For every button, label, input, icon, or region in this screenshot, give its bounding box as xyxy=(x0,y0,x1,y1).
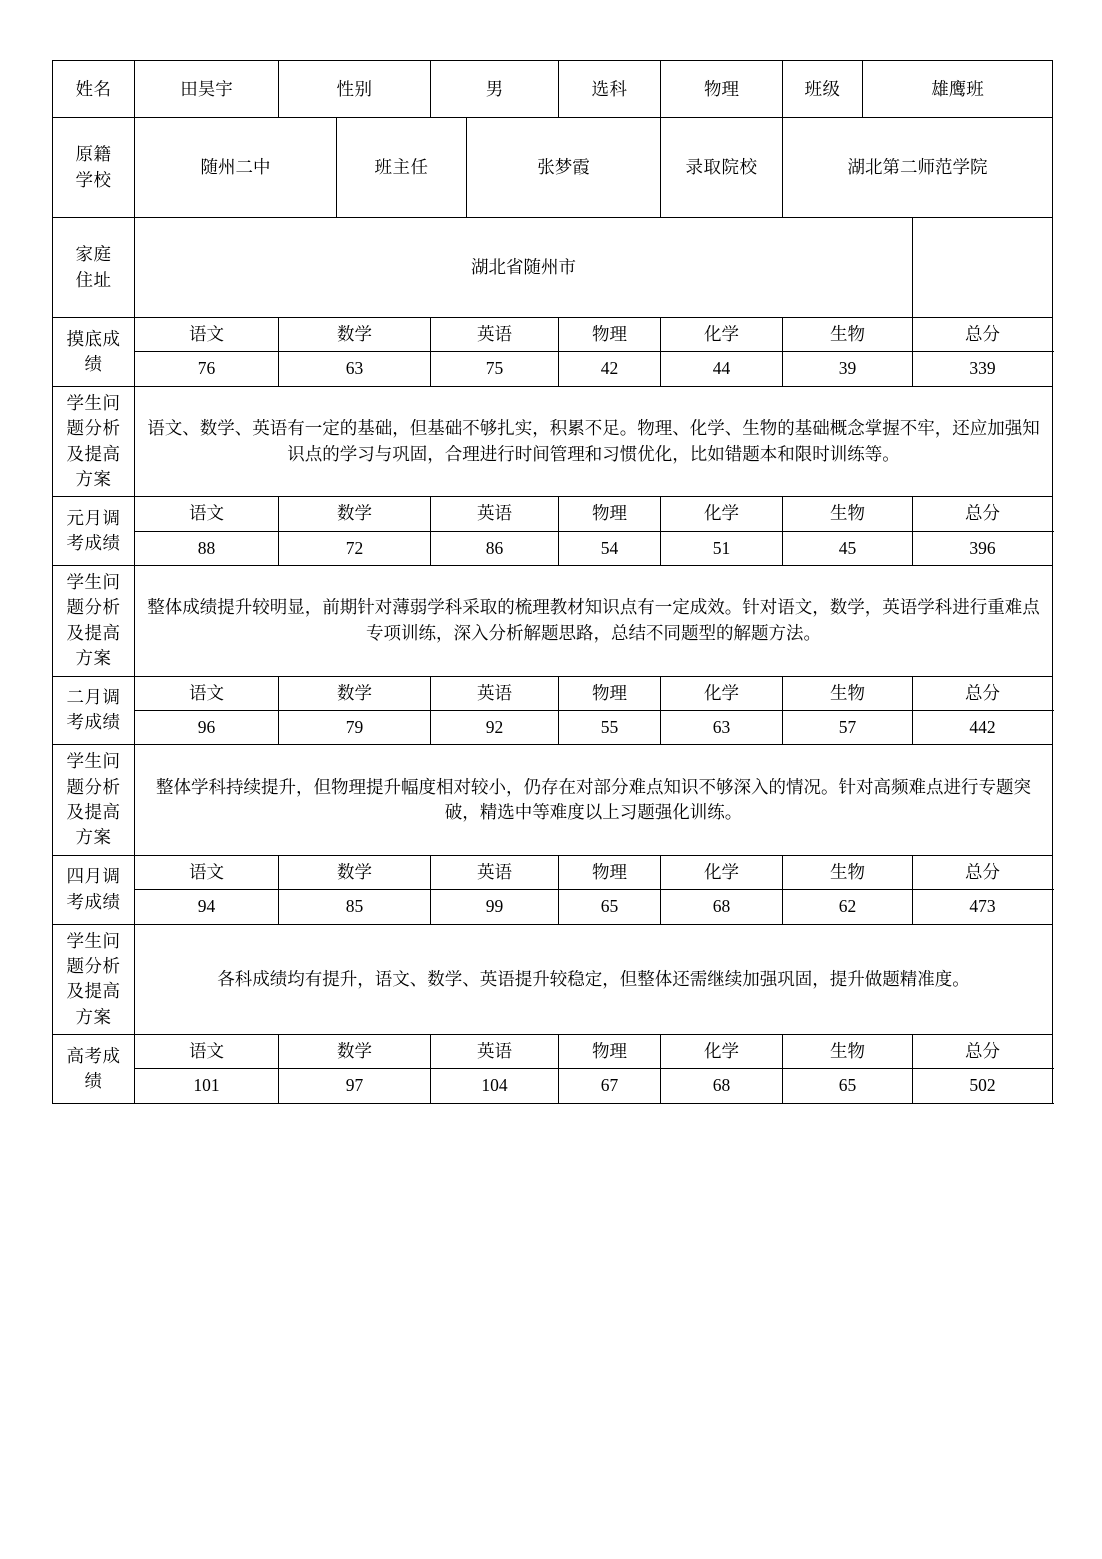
subject-header-chinese: 语文 xyxy=(135,497,279,531)
subject-header-math: 数学 xyxy=(279,676,431,710)
analysis-label-line1: 学生问 xyxy=(66,572,121,592)
student-record-table xyxy=(52,60,1053,1104)
exam-label-february xyxy=(53,676,135,745)
table-row xyxy=(53,352,1053,386)
exam-label-line2: 绩 xyxy=(84,1070,103,1091)
score-chemistry: 68 xyxy=(661,1069,783,1103)
exam-label-line1: 元月调 xyxy=(66,507,121,528)
exam-label-line2: 考成绩 xyxy=(66,712,121,733)
score-total: 396 xyxy=(913,531,1053,565)
subject-header-chemistry: 化学 xyxy=(661,1035,783,1069)
score-chemistry: 51 xyxy=(661,531,783,565)
subject-header-total: 总分 xyxy=(913,676,1053,710)
analysis-label-line3: 及提高 xyxy=(66,622,121,643)
subject-header-total: 总分 xyxy=(913,855,1053,889)
exam-label-line1: 二月调 xyxy=(66,687,121,707)
analysis-label-line4: 方案 xyxy=(75,648,112,669)
score-english: 75 xyxy=(431,352,559,386)
subject-header-total: 总分 xyxy=(913,1035,1053,1069)
table-row xyxy=(53,1035,1053,1069)
name-value: 田昊宇 xyxy=(135,61,279,118)
table-row xyxy=(53,710,1053,744)
analysis-label xyxy=(53,924,135,1035)
table-row xyxy=(53,676,1053,710)
score-english: 104 xyxy=(431,1069,559,1103)
subject-header-chinese: 语文 xyxy=(135,1035,279,1069)
subject-header-physics: 物理 xyxy=(559,318,661,352)
exam-label-line1: 高考成 xyxy=(66,1045,121,1066)
table-row xyxy=(53,1069,1053,1103)
score-physics: 42 xyxy=(559,352,661,386)
analysis-label-line1: 学生问 xyxy=(66,751,121,772)
score-math: 72 xyxy=(279,531,431,565)
analysis-label-line2: 题分析 xyxy=(66,776,121,797)
subject-header-english: 英语 xyxy=(431,1035,559,1069)
exam-label-line2: 绩 xyxy=(84,353,103,374)
analysis-label xyxy=(53,386,135,497)
score-math: 85 xyxy=(279,890,431,924)
score-physics: 65 xyxy=(559,890,661,924)
exam-label-baseline xyxy=(53,318,135,387)
score-english: 99 xyxy=(431,890,559,924)
score-biology: 39 xyxy=(783,352,913,386)
head-teacher-label: 班主任 xyxy=(337,118,467,218)
subject-header-chinese: 语文 xyxy=(135,676,279,710)
analysis-label-line2: 题分析 xyxy=(66,418,121,439)
score-chinese: 76 xyxy=(135,352,279,386)
analysis-text: 整体成绩提升较明显，前期针对薄弱学科采取的梳理教材知识点有一定成效。针对语文，数学，英语学科进行重难点专项训练，深入分析解题思路，总结不同题型的解题方法。 xyxy=(135,566,1053,677)
admitted-college-label: 录取院校 xyxy=(661,118,783,218)
subject-header-english: 英语 xyxy=(431,318,559,352)
score-biology: 65 xyxy=(783,1069,913,1103)
subject-header-chinese: 语文 xyxy=(135,318,279,352)
subject-header-physics: 物理 xyxy=(559,1035,661,1069)
subject-header-biology: 生物 xyxy=(783,497,913,531)
analysis-label xyxy=(53,566,135,677)
admitted-college-value: 湖北第二师范学院 xyxy=(783,118,1053,218)
origin-school-value: 随州二中 xyxy=(135,118,337,218)
analysis-label-line3: 及提高 xyxy=(66,981,121,1002)
table-row xyxy=(53,61,1053,118)
subject-header-physics: 物理 xyxy=(559,855,661,889)
score-chemistry: 63 xyxy=(661,710,783,744)
home-address-value: 湖北省随州市 xyxy=(135,218,913,318)
score-chinese: 88 xyxy=(135,531,279,565)
table-row xyxy=(53,745,1053,856)
table-row xyxy=(53,531,1053,565)
table-row xyxy=(53,118,1053,218)
exam-label-gaokao xyxy=(53,1035,135,1104)
subject-header-chemistry: 化学 xyxy=(661,497,783,531)
score-chinese: 101 xyxy=(135,1069,279,1103)
analysis-label-line1: 学生问 xyxy=(66,392,121,413)
score-total: 502 xyxy=(913,1069,1053,1103)
subject-header-total: 总分 xyxy=(913,318,1053,352)
score-english: 92 xyxy=(431,710,559,744)
score-total: 442 xyxy=(913,710,1053,744)
exam-label-line1: 四月调 xyxy=(66,866,121,887)
subject-header-total: 总分 xyxy=(913,497,1053,531)
score-physics: 54 xyxy=(559,531,661,565)
class-label: 班级 xyxy=(783,61,863,118)
analysis-text: 语文、数学、英语有一定的基础，但基础不够扎实，积累不足。物理、化学、生物的基础概念掌握不牢，还应加强知识点的学习与巩固，合理进行时间管理和习惯优化，比如错题本和限时训练等。 xyxy=(135,386,1053,497)
subject-header-biology: 生物 xyxy=(783,855,913,889)
subject-choice-value: 物理 xyxy=(661,61,783,118)
gender-label: 性别 xyxy=(279,61,431,118)
home-address-label xyxy=(53,218,135,318)
table-row xyxy=(53,318,1053,352)
score-biology: 57 xyxy=(783,710,913,744)
table-row xyxy=(53,924,1053,1035)
origin-school-label-line1: 原籍 xyxy=(75,144,112,165)
subject-header-biology: 生物 xyxy=(783,318,913,352)
score-chinese: 94 xyxy=(135,890,279,924)
table-row xyxy=(53,218,1053,318)
exam-label-line2: 考成绩 xyxy=(66,533,121,554)
score-total: 473 xyxy=(913,890,1053,924)
subject-header-math: 数学 xyxy=(279,855,431,889)
analysis-label xyxy=(53,745,135,856)
class-value: 雄鹰班 xyxy=(863,61,1053,118)
score-math: 79 xyxy=(279,710,431,744)
head-teacher-value: 张梦霞 xyxy=(467,118,661,218)
subject-header-biology: 生物 xyxy=(783,676,913,710)
analysis-label-line1: 学生问 xyxy=(66,930,121,951)
gender-value: 男 xyxy=(431,61,559,118)
table-row xyxy=(53,855,1053,889)
analysis-label-line4: 方案 xyxy=(75,468,112,489)
origin-school-label-line2: 学校 xyxy=(75,169,112,190)
analysis-label-line4: 方案 xyxy=(75,827,112,848)
subject-header-math: 数学 xyxy=(279,318,431,352)
score-chemistry: 68 xyxy=(661,890,783,924)
score-math: 97 xyxy=(279,1069,431,1103)
subject-header-english: 英语 xyxy=(431,676,559,710)
analysis-text: 整体学科持续提升，但物理提升幅度相对较小，仍存在对部分难点知识不够深入的情况。针对高频难点进行专题突破，精选中等难度以上习题强化训练。 xyxy=(135,745,1053,856)
score-chemistry: 44 xyxy=(661,352,783,386)
score-math: 63 xyxy=(279,352,431,386)
score-physics: 67 xyxy=(559,1069,661,1103)
subject-header-math: 数学 xyxy=(279,1035,431,1069)
score-english: 86 xyxy=(431,531,559,565)
analysis-text: 各科成绩均有提升，语文、数学、英语提升较稳定，但整体还需继续加强巩固，提升做题精准度。 xyxy=(135,924,1053,1035)
subject-header-math: 数学 xyxy=(279,497,431,531)
score-total: 339 xyxy=(913,352,1053,386)
score-physics: 55 xyxy=(559,710,661,744)
score-biology: 45 xyxy=(783,531,913,565)
subject-choice-label: 选科 xyxy=(559,61,661,118)
exam-label-january xyxy=(53,497,135,566)
exam-label-line1: 摸底成 xyxy=(66,328,121,349)
subject-header-biology: 生物 xyxy=(783,1035,913,1069)
analysis-label-line2: 题分析 xyxy=(66,597,121,618)
analysis-label-line4: 方案 xyxy=(75,1006,112,1027)
table-row xyxy=(53,386,1053,497)
name-label: 姓名 xyxy=(53,61,135,118)
subject-header-chinese: 语文 xyxy=(135,855,279,889)
analysis-label-line3: 及提高 xyxy=(66,802,121,822)
subject-header-physics: 物理 xyxy=(559,676,661,710)
subject-header-english: 英语 xyxy=(431,497,559,531)
subject-header-chemistry: 化学 xyxy=(661,676,783,710)
analysis-label-line3: 及提高 xyxy=(66,443,121,464)
score-biology: 62 xyxy=(783,890,913,924)
table-row xyxy=(53,497,1053,531)
home-address-label-line1: 家庭 xyxy=(75,244,112,265)
exam-label-april xyxy=(53,855,135,924)
exam-label-line2: 考成绩 xyxy=(66,891,121,912)
table-row xyxy=(53,566,1053,677)
analysis-label-line2: 题分析 xyxy=(66,955,121,976)
subject-header-physics: 物理 xyxy=(559,497,661,531)
table-row xyxy=(53,890,1053,924)
subject-header-chemistry: 化学 xyxy=(661,855,783,889)
home-address-label-line2: 住址 xyxy=(75,269,112,290)
subject-header-chemistry: 化学 xyxy=(661,318,783,352)
subject-header-english: 英语 xyxy=(431,855,559,889)
score-chinese: 96 xyxy=(135,710,279,744)
origin-school-label xyxy=(53,118,135,218)
